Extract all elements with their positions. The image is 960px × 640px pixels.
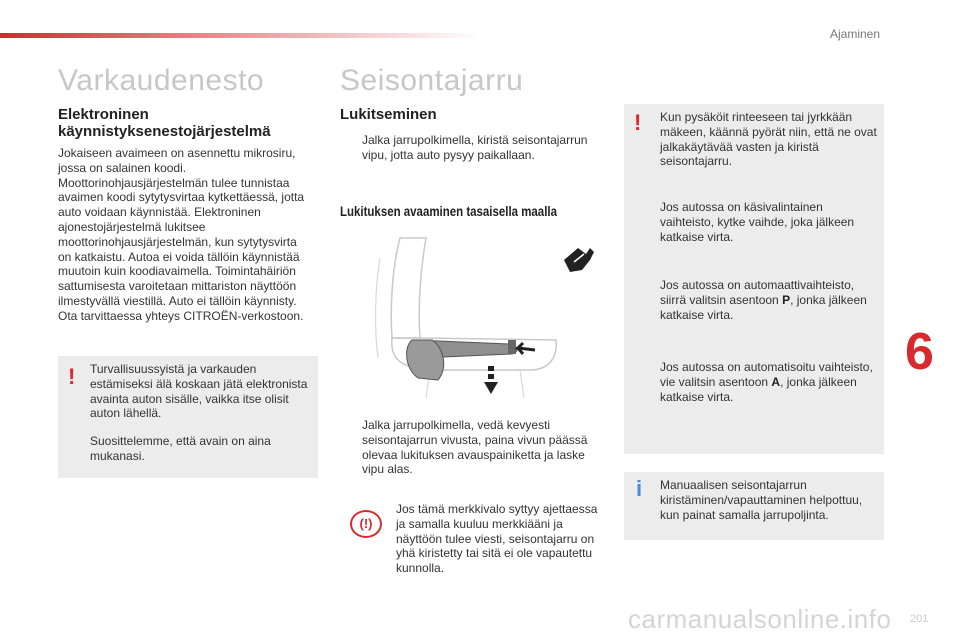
handbrake-illustration: [360, 228, 610, 403]
section-title: Ajaminen: [830, 27, 881, 41]
immobilizer-body: Jokaiseen avaimeen on asennettu mikrosiru, jossa on salainen koodi. Moottorinohjausjärjestelmän tulee tunnistaa avaimen koodi sytytysvirtaa kytkettäessä, jotta auto voidaan käynnistää. Elektroninen ajonestojärjestelmä lukitsee moottorinohjausjärjestelmän, kun sytytysvirta on katkaistu. Autoa ei voida tällöin käynnistää muutoin kuin koodiavaimella. Toimintahäiriön sattumisesta varoitetaan mittariston näyttöön ilmestyvällä viestillä. Auto ei tällöin käynnisty. Ota tarvittaessa yhteys CITROËN-verkostoon.: [58, 146, 305, 323]
manual-gearbox-advice: Jos autossa on käsivalintainen vaihteisto, kytke vaihde, joka jälkeen katkaise virta.: [660, 200, 855, 244]
header-accent-bar: [0, 33, 480, 38]
automatic-gearbox-advice: Jos autossa on automaattivaihteisto, siirrä valitsin asentoon P, jonka jälkeen katkaise virta.: [660, 278, 867, 322]
release-step: Jalka jarrupolkimella, vedä kevyesti seisontajarrun vivusta, paina vivun päässä olevaa lukituksen avauspainiketta ja laske vipu alas.: [362, 418, 588, 477]
warning-icon-2: !: [634, 110, 642, 135]
page-title-left: Varkaudenesto: [58, 64, 265, 97]
brake-warning-text: Jos tämä merkkivalo syttyy ajettaessa ja samalla kuuluu merkkiääni ja näyttöön tulee viesti, seisontajarru on yhä kiristetty tai sitä ei ole vapautettu kunnolla.: [396, 502, 598, 576]
info-icon: i: [636, 476, 643, 501]
parking-advice-box: [624, 104, 884, 454]
warning-text-1: Turvallisuussyistä ja varkauden estämiseksi älä koskaan jätä elektronista avainta auton sisälle, vaikka itse olisit auton lähellä.: [90, 362, 308, 421]
chapter-number: 6: [905, 323, 934, 381]
info-text: Manuaalisen seisontajarrun kiristäminen/vapauttaminen helpottuu, kun painat samalla jarrupoljinta.: [660, 478, 863, 522]
watermark-text: carmanualsonline.info: [628, 604, 892, 634]
slope-advice: Kun pysäköit rinteeseen tai jyrkkään mäkeen, käännä pyörät niin, että ne ovat jalkakäytävää vasten ja kiristä seisontajarru.: [660, 110, 877, 169]
page-number: 201: [910, 613, 929, 625]
automated-gearbox-advice: Jos autossa on automatisoitu vaihteisto, vie valitsin asentoon A, jonka jälkeen katkaise virta.: [660, 360, 873, 404]
warning-box-key: [58, 356, 318, 478]
immobilizer-heading: Elektroninen käynnistyksenestojärjestelmä: [58, 106, 271, 140]
locking-heading: Lukitseminen: [340, 106, 437, 123]
page-title-middle: Seisontajarru: [340, 64, 524, 97]
info-box: [624, 472, 884, 540]
warning-text-2: Suosittelemme, että avain on aina mukanasi.: [90, 434, 271, 463]
warning-icon: !: [68, 364, 76, 389]
hand-icon: [564, 248, 594, 272]
brake-warning-lamp-icon: (!): [350, 510, 382, 538]
locking-step: Jalka jarrupolkimella, kiristä seisontajarrun vipu, jotta auto pysyy paikallaan.: [362, 133, 588, 162]
release-heading: Lukituksen avaaminen tasaisella maalla: [340, 203, 557, 219]
